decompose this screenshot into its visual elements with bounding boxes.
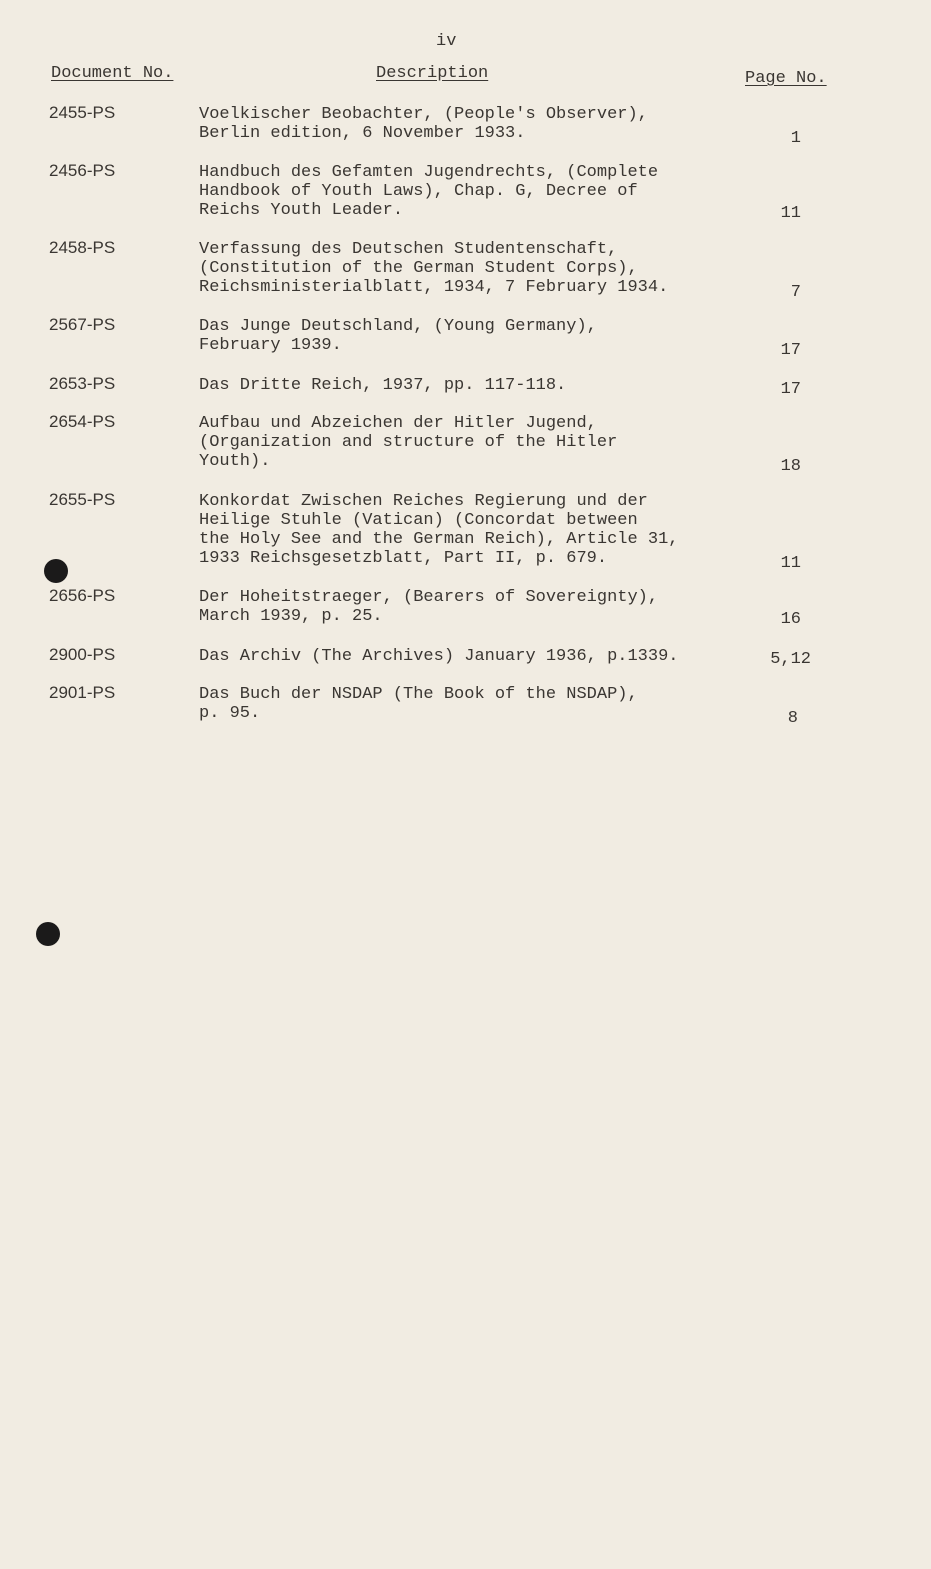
page-number: iv	[436, 32, 457, 51]
header-description: Description	[376, 64, 489, 83]
document-number: 2656-PS	[49, 586, 116, 605]
description: Das Junge Deutschland, (Young Germany), February 1939.	[199, 317, 597, 355]
description: Verfassung des Deutschen Studentenschaft, (Constitution of the German Student Corps), Reichsministerialblatt, 1934, 7 February 1934.	[199, 240, 669, 297]
document-number: 2900-PS	[49, 645, 116, 664]
document-number: 2456-PS	[49, 161, 116, 180]
document-number: 2654-PS	[49, 412, 116, 431]
document-number: 2655-PS	[49, 490, 116, 509]
punch-hole	[44, 559, 68, 583]
page-ref: 18	[780, 457, 801, 476]
header-document-no: Document No.	[51, 64, 174, 83]
description: Voelkischer Beobachter, (People's Observer), Berlin edition, 6 November 1933.	[199, 105, 648, 143]
page-ref: 17	[780, 380, 801, 399]
description: Das Dritte Reich, 1937, pp. 117-118.	[199, 376, 567, 395]
punch-hole	[36, 922, 60, 946]
document-number: 2567-PS	[49, 315, 116, 334]
header-page-no: Page No.	[745, 69, 827, 88]
description: Handbuch des Gefamten Jugendrechts, (Complete Handbook of Youth Laws), Chap. G, Decree of Reichs Youth Leader.	[199, 163, 659, 220]
page-ref: 11	[780, 204, 801, 223]
document-number: 2455-PS	[49, 103, 116, 122]
page-ref: 16	[780, 610, 801, 629]
document-number: 2901-PS	[49, 683, 116, 702]
page-ref: 11	[780, 554, 801, 573]
description: Das Archiv (The Archives) January 1936, p.1339.	[199, 647, 679, 666]
page-ref: 1	[790, 129, 801, 148]
page-ref: 8	[787, 709, 798, 728]
description: Der Hoheitstraeger, (Bearers of Sovereignty), March 1939, p. 25.	[199, 588, 659, 626]
description: Aufbau und Abzeichen der Hitler Jugend, (Organization and structure of the Hitler Youth).	[199, 414, 618, 471]
page-ref: 17	[780, 341, 801, 360]
description: Das Buch der NSDAP (The Book of the NSDAP), p. 95.	[199, 685, 638, 723]
document-number: 2653-PS	[49, 374, 116, 393]
document-number: 2458-PS	[49, 238, 116, 257]
page-ref: 5,12	[770, 650, 811, 669]
page-ref: 7	[790, 283, 801, 302]
description: Konkordat Zwischen Reiches Regierung und der Heilige Stuhle (Vatican) (Concordat between the Holy See and the German Reich), Article 31, 1933 Reichsgesetzblatt, Part II, p. 679.	[199, 492, 679, 568]
